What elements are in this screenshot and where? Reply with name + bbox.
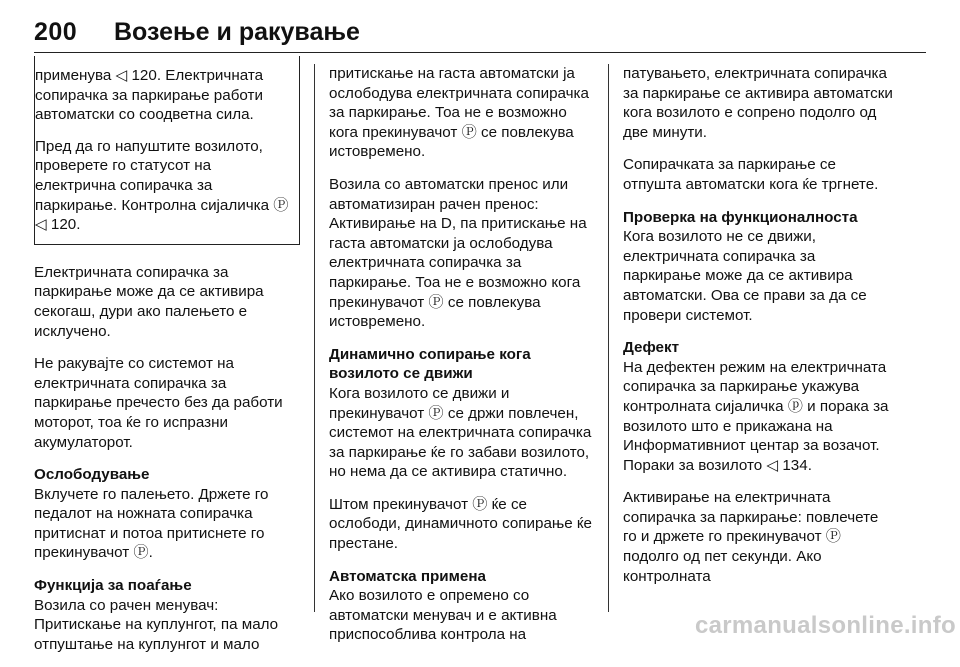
section-text: Кога возилото се движи и прекинувачот Ⓟ се држи повлечен, системот на електричната сопирачка за паркирање ќе го забави возилото, но нема да се активира статично.	[329, 384, 592, 481]
section-dynamic-braking	[329, 345, 595, 482]
watermark-text: carmanualsonline.info	[694, 612, 956, 639]
section-heading: Ослободување	[34, 466, 150, 484]
section-text: Кога возилото не се движи, електричната сопирачка за паркирање може да се активира автоматски. Ова се прави за да се провери системот.	[623, 228, 867, 324]
section-heading: Функција за поаѓање	[34, 577, 192, 595]
section-text: Ако возилото е опремено со автоматски менувач и е активна приспособлива контрола на	[329, 587, 557, 644]
section-function-check	[623, 208, 893, 326]
note-paragraph-2: Пред да го напуштите возилото, проверете го статусот на електрична сопирачка за паркирање. Контролна сијаличка Ⓟ ◁ 120.	[35, 137, 289, 234]
section-heading: Динамично сопирање кога возилото се движи	[329, 345, 531, 383]
chapter-title: Возење и ракување	[114, 18, 360, 46]
section-text: На дефектен режим на електричната сопирачка за паркирање укажува контролната сијаличка ⓟ и порака за возилото што е прикажана на Информативниот центар за возачот. Пораки за возилото ◁ 134.	[623, 358, 889, 474]
section-fault	[623, 338, 893, 475]
section-text: Вклучете го палењето. Држете го педалот на ножната сопирачка притиснат и потоа притиснете го прекинувачот Ⓟ.	[34, 485, 269, 562]
section-drive-away	[34, 576, 300, 654]
page-header	[34, 10, 926, 53]
section-heading: Проверка на функционалноста	[623, 208, 858, 226]
column-divider	[608, 64, 609, 612]
paragraph: Штом прекинувачот Ⓟ ќе се ослободи, динамичното сопирање ќе престане.	[329, 495, 592, 553]
paragraph: притискање на гаста автоматски ја ослободува електричната сопирачка за паркирање. Тоа не е возможно кога прекинувачот Ⓟ се повлекува истовремено.	[329, 65, 589, 161]
paragraph: патувањето, електричната сопирачка за паркирање се активира автоматски кога возилото е сопрено подолго од две минути.	[623, 65, 893, 141]
column-3	[623, 64, 893, 599]
section-heading: Автоматска примена	[329, 567, 486, 585]
paragraph: Не ракувајте со системот на електричната сопирачка за паркирање пречесто без да работи моторот, тоа ќе го испразни акумулаторот.	[34, 355, 283, 451]
column-2	[329, 64, 595, 658]
column-1	[34, 56, 300, 667]
paragraph: Електричната сопирачка за паркирање може да се активира секогаш, дури ако палењето е исклучено.	[34, 263, 264, 340]
paragraph: Сопирачката за паркирање се отпушта автоматски кога ќе тргнете.	[623, 156, 879, 193]
page-number: 200	[34, 18, 78, 46]
note-box	[34, 56, 300, 245]
section-text: Возила со рачен менувач: Притискање на куплунгот, па мало отпуштање на куплунгот и мало	[34, 596, 279, 653]
paragraph: Возила со автоматски пренос или автоматизиран рачен пренос: Активирање на D, па притискање на гаста автоматски ја ослободува електричната сопирачка за паркирање. Тоа не е возможно кога прекинувачот Ⓟ се повлекува истовремено.	[329, 175, 587, 331]
note-paragraph-1: применува ◁ 120. Електричната сопирачка за паркирање работи автоматски со соодветна сила.	[35, 67, 264, 124]
section-heading: Дефект	[623, 339, 680, 357]
section-release	[34, 465, 300, 563]
section-automatic-application	[329, 567, 595, 645]
paragraph: Активирање на електричната сопирачка за паркирање: повлечете го и држете го прекинувачот Ⓟ подолго од пет секунди. Ако контролната	[623, 489, 879, 585]
column-divider	[314, 64, 315, 612]
